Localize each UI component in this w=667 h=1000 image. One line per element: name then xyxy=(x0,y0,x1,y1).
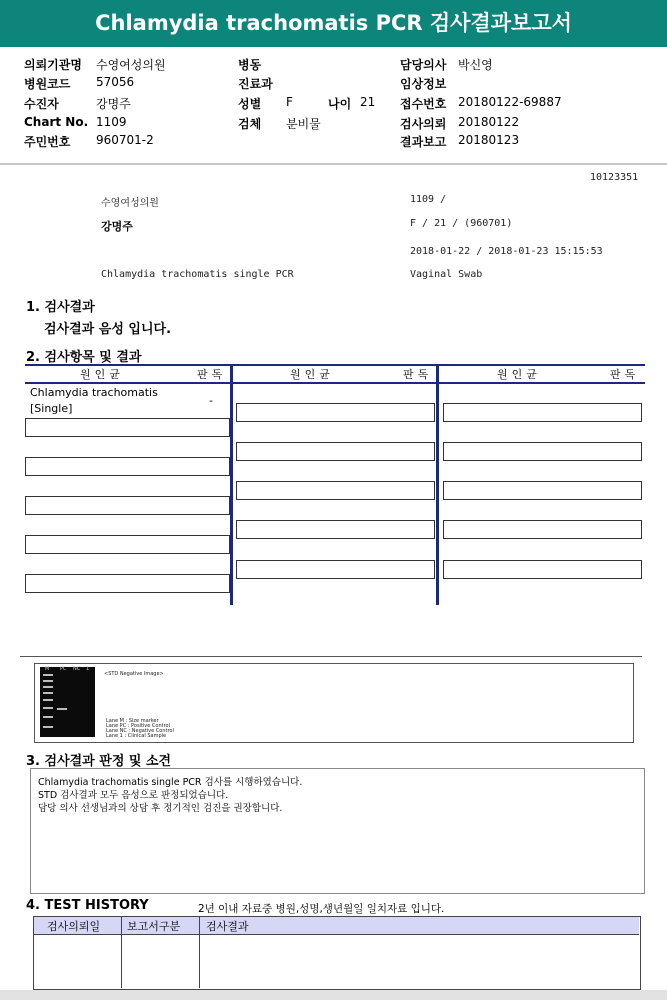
result-cell xyxy=(443,481,642,500)
col-reading-1: 판독 xyxy=(197,368,227,381)
sub-sex-age: F / 21 / (960701) xyxy=(410,218,513,229)
clinical-row xyxy=(400,75,446,92)
code-label: 병원코드 xyxy=(24,77,71,91)
request-row xyxy=(400,115,520,132)
doctor-value: 박신영 xyxy=(458,58,493,72)
header-divider xyxy=(0,163,667,165)
sub-name: 강명주 xyxy=(101,220,133,233)
table-divider-1 xyxy=(230,364,233,605)
dept-row xyxy=(238,75,273,92)
col-pathogen-3: 원인균 xyxy=(497,368,541,381)
gel-legend: Lane M : Size marker xyxy=(106,718,159,724)
gel-band xyxy=(43,726,53,728)
report-value: 20180123 xyxy=(458,133,520,147)
history-col-type: 보고서구분 xyxy=(127,920,181,933)
gel-band xyxy=(43,686,53,688)
resident-label: 주민번호 xyxy=(24,135,71,149)
ward-row xyxy=(238,56,261,73)
result-cell xyxy=(443,403,642,422)
result-cell xyxy=(236,520,435,539)
section4-title: 4. TEST HISTORY xyxy=(26,898,149,913)
lane-label: M xyxy=(45,666,50,672)
gel-band xyxy=(43,699,53,701)
result-cell xyxy=(236,481,435,500)
history-col-divider xyxy=(199,917,200,988)
report-row xyxy=(400,133,520,150)
sex-label: 성별 xyxy=(238,97,262,111)
gel-band xyxy=(43,674,53,676)
item-name-line2: [Single] xyxy=(30,402,73,415)
gel-band xyxy=(43,680,53,682)
section1-title: 1. 검사결과 xyxy=(26,300,95,315)
section3-title: 3. 검사결과 판정 및 소견 xyxy=(26,754,172,769)
gel-band xyxy=(43,716,53,718)
result-cell xyxy=(236,442,435,461)
history-col-result: 검사결과 xyxy=(206,920,249,933)
result-cell xyxy=(443,560,642,579)
gel-caption: <STD Negative Image> xyxy=(104,671,164,677)
item-reading: - xyxy=(209,394,213,407)
code-row xyxy=(24,75,135,92)
opinion-line: Chlamydia trachomatis single PCR 검사를 시행하였습니다. xyxy=(38,777,303,788)
result-cell xyxy=(25,418,230,437)
sub-dates: 2018-01-22 / 2018-01-23 15:15:53 xyxy=(410,246,603,257)
history-col-divider xyxy=(121,917,122,988)
request-value: 20180122 xyxy=(458,115,520,129)
report-label: 결과보고 xyxy=(400,135,447,149)
gel-legend: Lane 1 : Clinical Sample xyxy=(106,733,167,739)
section1-result: 검사결과 음성 입니다. xyxy=(44,322,172,337)
hospital-value: 수영여성의원 xyxy=(96,58,166,72)
gel-legend: Lane NC : Negative Control xyxy=(106,728,174,734)
sub-clinic: 수영여성의원 xyxy=(101,198,159,209)
history-header xyxy=(34,917,639,935)
gel-band xyxy=(43,707,53,709)
sex-row xyxy=(238,95,293,112)
request-label: 검사의뢰 xyxy=(400,117,447,131)
hospital-label: 의뢰기관명 xyxy=(24,58,82,72)
sub-chart: 1109 / xyxy=(410,194,447,205)
chart-value: 1109 xyxy=(96,115,127,129)
opinion-line: STD 검사결과 모두 음성으로 판정되었습니다. xyxy=(38,790,229,801)
sex-value: F xyxy=(286,95,293,109)
specimen-row xyxy=(238,115,321,132)
result-cell xyxy=(25,457,230,476)
lane-label: 1 xyxy=(86,666,90,672)
receipt-value: 20180122-69887 xyxy=(458,95,562,109)
result-cell xyxy=(25,574,230,593)
clinical-label: 임상정보 xyxy=(400,77,447,91)
doctor-label: 담당의사 xyxy=(400,58,447,72)
specimen-label: 검체 xyxy=(238,117,262,131)
col-pathogen-1: 원인균 xyxy=(80,368,124,381)
result-cell xyxy=(25,535,230,554)
patient-value: 강명주 xyxy=(96,97,131,111)
gel-band xyxy=(57,708,67,710)
resident-value: 960701-2 xyxy=(96,133,154,147)
document-number: 10123351 xyxy=(590,172,639,183)
lane-label: PC xyxy=(60,666,67,672)
ward-label: 병동 xyxy=(238,58,262,72)
resident-row xyxy=(24,133,154,150)
col-pathogen-2: 원인균 xyxy=(290,368,334,381)
chart-label: Chart No. xyxy=(24,115,89,129)
sub-sample: Vaginal Swab xyxy=(410,269,483,280)
dept-label: 진료과 xyxy=(238,77,273,91)
code-value: 57056 xyxy=(96,75,135,89)
specimen-value: 분비물 xyxy=(286,117,321,131)
patient-label: 수진자 xyxy=(24,97,59,111)
receipt-row xyxy=(400,95,562,112)
opinion-line: 담당 의사 선생님과의 상담 후 정기적인 검진을 권장합니다. xyxy=(38,803,283,814)
age-value: 21 xyxy=(360,95,376,109)
result-cell xyxy=(443,520,642,539)
col-reading-2: 판독 xyxy=(403,368,433,381)
history-col-date: 검사의뢰일 xyxy=(47,920,101,933)
age-row xyxy=(328,95,376,112)
col-reading-3: 판독 xyxy=(610,368,640,381)
history-note: 2년 이내 자료중 병원,성명,생년월일 일치자료 입니다. xyxy=(198,903,445,915)
doctor-row xyxy=(400,56,493,73)
gel-legend: Lane PC : Positive Control xyxy=(106,723,170,729)
result-cell xyxy=(236,403,435,422)
result-cell xyxy=(443,442,642,461)
chart-row xyxy=(24,115,127,129)
patient-row xyxy=(24,95,131,112)
result-cell xyxy=(236,560,435,579)
lane-label: NC xyxy=(73,666,81,672)
sub-test: Chlamydia trachomatis single PCR xyxy=(101,269,294,280)
table-divider-2 xyxy=(436,364,439,605)
report-title: Chlamydia trachomatis PCR 검사결과보고서 xyxy=(95,11,572,35)
hospital-row xyxy=(24,56,166,73)
item-name-line1: Chlamydia trachomatis xyxy=(30,386,158,399)
result-cell xyxy=(25,496,230,515)
gel-band xyxy=(43,692,53,694)
bottom-bar xyxy=(0,990,667,1000)
section-divider xyxy=(20,656,642,657)
receipt-label: 접수번호 xyxy=(400,97,447,111)
section2-title: 2. 검사항목 및 결과 xyxy=(26,350,142,365)
age-label: 나이 xyxy=(328,97,352,111)
